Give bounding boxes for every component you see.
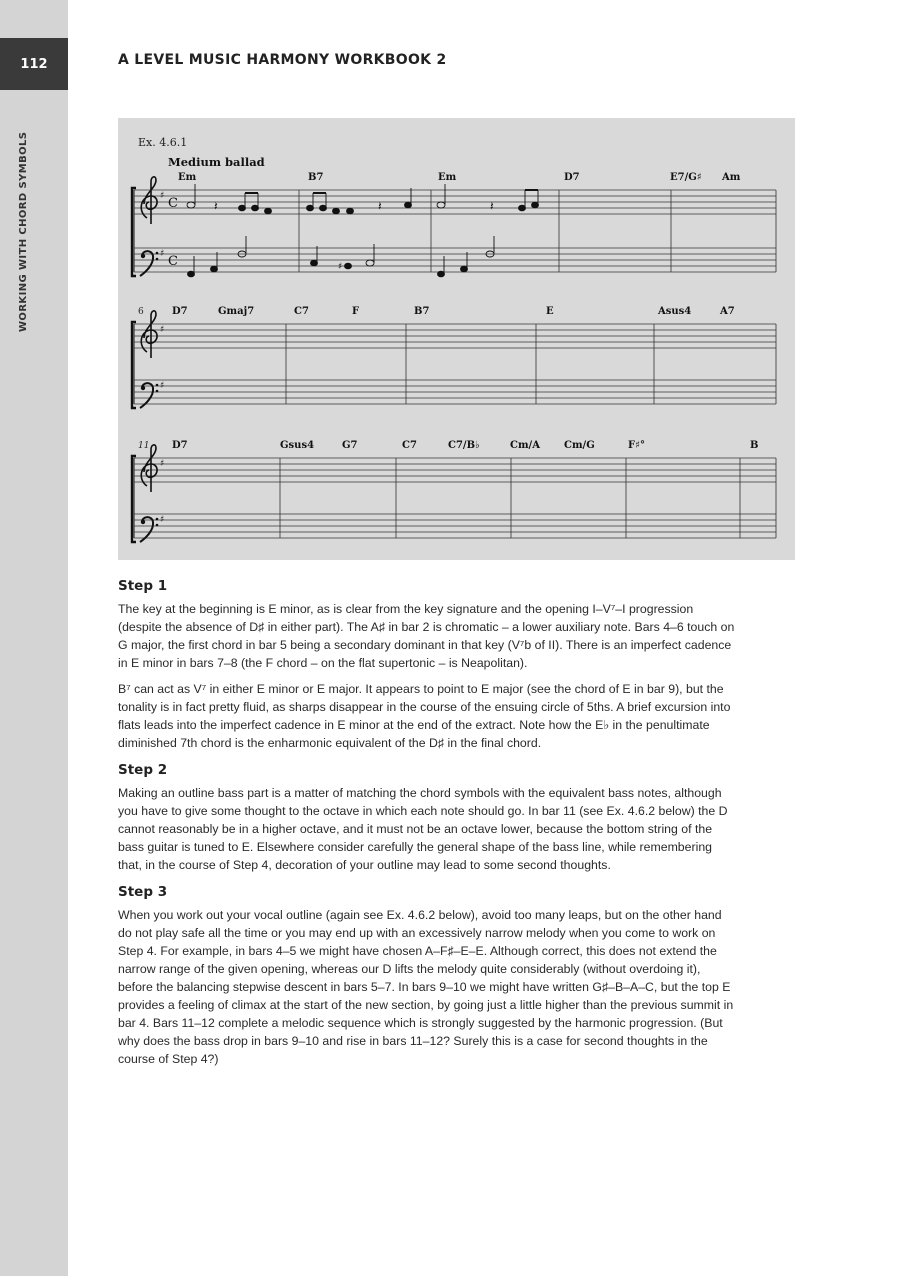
svg-text:♯: ♯ <box>160 459 165 469</box>
chord-symbol: Em <box>178 172 197 183</box>
section-tab-label: WORKING WITH CHORD SYMBOLS <box>18 131 29 332</box>
svg-text:♯: ♯ <box>160 191 165 201</box>
running-head: A LEVEL MUSIC HARMONY WORKBOOK 2 <box>118 52 447 68</box>
page-number: 112 <box>0 38 68 90</box>
svg-text:♯: ♯ <box>338 262 343 272</box>
svg-text:𝄽: 𝄽 <box>378 199 382 213</box>
chord-symbol: G7 <box>342 440 358 451</box>
svg-text:𝄽: 𝄽 <box>490 199 494 213</box>
chord-symbol: B <box>750 440 759 451</box>
chord-symbol: Gmaj7 <box>218 306 255 317</box>
svg-text:♯: ♯ <box>160 249 165 259</box>
chord-symbol: Cm/G <box>564 440 595 451</box>
chord-symbol: D7 <box>564 172 580 183</box>
step-2 <box>118 762 736 874</box>
chord-symbol: E7/G♯ <box>670 172 702 183</box>
chord-symbol: F <box>352 306 360 317</box>
svg-text:♯: ♯ <box>160 515 165 525</box>
step-heading: Step 2 <box>118 762 168 778</box>
tempo-marking: Medium ballad <box>168 155 265 169</box>
bar-number: 11 <box>138 441 150 451</box>
chord-symbol: F♯° <box>628 440 645 451</box>
chord-symbol: Asus4 <box>658 306 692 317</box>
system-2 <box>132 322 776 408</box>
step-heading: Step 1 <box>118 578 168 594</box>
chord-symbol: Cm/A <box>510 440 540 451</box>
bar-number: 6 <box>138 307 144 317</box>
svg-text:♯: ♯ <box>160 325 165 335</box>
chord-symbol: C7/B♭ <box>448 440 480 451</box>
step-3 <box>118 884 736 1068</box>
svg-text:C: C <box>168 196 178 211</box>
chord-symbol: C7 <box>294 306 309 317</box>
example-label: Ex. 4.6.1 <box>138 136 188 149</box>
svg-text:𝄽: 𝄽 <box>214 199 218 213</box>
music-score <box>118 118 795 560</box>
sidebar-tab <box>0 0 68 1276</box>
chord-symbol: E <box>546 306 554 317</box>
chord-symbol: B7 <box>414 306 430 317</box>
body-text <box>118 578 736 1078</box>
step-heading: Step 3 <box>118 884 168 900</box>
svg-text:C: C <box>168 254 178 269</box>
chord-symbol: Am <box>722 172 741 183</box>
chord-symbol: D7 <box>172 306 188 317</box>
chord-symbol: C7 <box>402 440 417 451</box>
chord-symbol: Gsus4 <box>280 440 315 451</box>
paragraph: When you work out your vocal outline (again see Ex. 4.6.2 below), avoid too many leaps, but on the other hand do not play safe all the time or you may end up with an excessively narrow melody when you come to work on Step 4. For example, in bars 4–5 we might have chosen A–F♯–E–E. Although correct, this does not extend the narrow range of the given opening, whereas our D lifts the melody quite considerably (without overdoing it), before the balancing stepwise descent in bars 5–7. In bars 9–10 we might have written G♯–B–A–C, but the top E provides a feeling of climax at the start of the new section, by going just a little higher than the previous summit in bar 4. Bars 11–12 complete a melodic sequence which is strongly suggested by the harmonic progression. (But why does the bass drop in bars 9–10 and rise in bars 11–12? Surely this is a case for second thoughts in the course of Step 4?) <box>118 908 734 1066</box>
svg-text:♯: ♯ <box>160 381 165 391</box>
chord-symbol: Em <box>438 172 457 183</box>
system-3 <box>132 456 776 542</box>
step-1 <box>118 578 736 752</box>
chord-symbol: A7 <box>720 306 735 317</box>
chord-symbol: D7 <box>172 440 188 451</box>
paragraph: B⁷ can act as V⁷ in either E minor or E major. It appears to point to E major (see the chord of E in bar 9), but the tonality is in fact pretty fluid, as sharps disappear in the course of the ensuing circle of 5ths. A brief excursion into flats leads into the imperfect cadence in E minor at the end of the extract. Note how the E♭ in the penultimate diminished 7th chord is the enharmonic equivalent of the D♯ in the final chord. <box>118 682 731 750</box>
score-example <box>118 118 795 560</box>
paragraph: The key at the beginning is E minor, as is clear from the key signature and the opening I–V⁷–I progression (despite the absence of D♯ in either part). The A♯ in bar 2 is chromatic – a lower auxiliary note. Bars 4–6 touch on G major, the first chord in bar 5 being a secondary dominant in that key (V⁷b of II). There is an imperfect cadence in E minor in bars 7–8 (the F chord – on the flat supertonic – is Neapolitan). <box>118 602 735 670</box>
chord-symbol: B7 <box>308 172 324 183</box>
system-1 <box>132 188 776 276</box>
paragraph: Making an outline bass part is a matter of matching the chord symbols with the equivalent bass notes, although you have to give some thought to the octave in which each note should go. In bar 11 (see Ex. 4.6.2 below) the D cannot reasonably be in a higher octave, and it must not be an octave lower, because the bottom string of the bass guitar is tuned to E. Elsewhere consider carefully the general shape of the bass line, while remembering that, in the course of Step 4, decoration of your outline may lead to some second thoughts. <box>118 786 728 872</box>
